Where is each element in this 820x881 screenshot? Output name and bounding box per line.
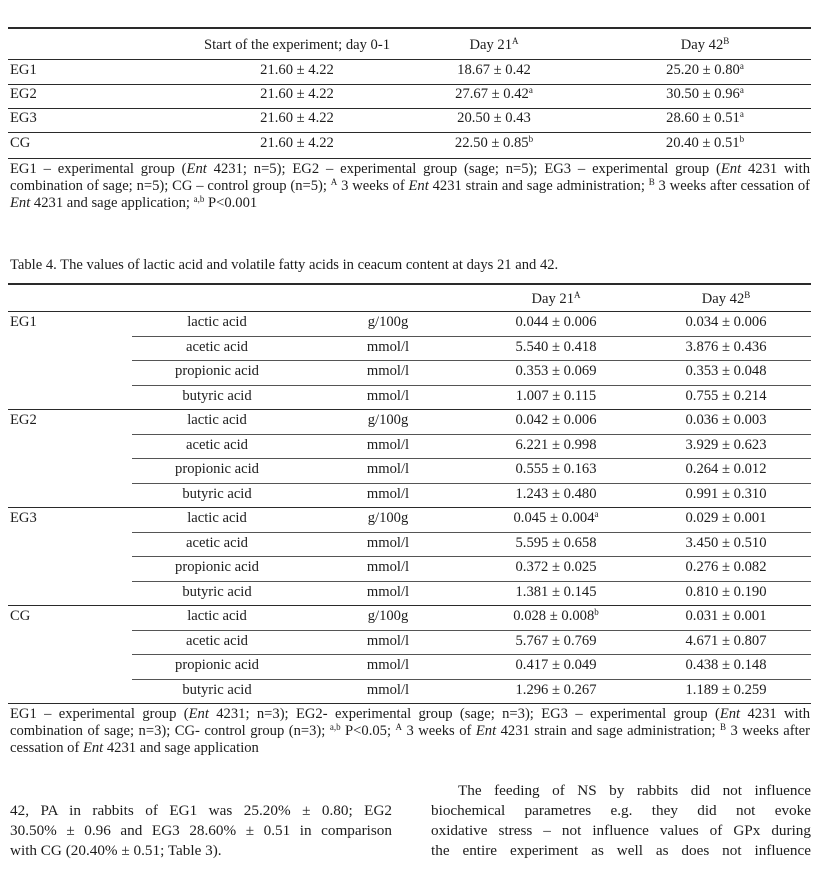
table-4-row-rule bbox=[132, 581, 811, 582]
table-4-cell-day42: 0.264 ± 0.012 bbox=[685, 461, 767, 477]
table-4-cell-acid: lactic acid bbox=[187, 314, 247, 330]
table-3-group-label: CG bbox=[10, 134, 31, 151]
table-4-cell-acid: acetic acid bbox=[186, 436, 248, 453]
table-3-group-label: EG3 bbox=[10, 110, 37, 127]
table-4-cell-acid: lactic acid bbox=[187, 412, 247, 428]
table-4-cell-acid: butyric acid bbox=[182, 485, 252, 502]
table-4-cell-unit: mmol/l bbox=[366, 485, 410, 502]
cell-value: 1.243 ± 0.480 bbox=[515, 485, 597, 502]
cell-value: 6.221 ± 0.998 bbox=[515, 436, 597, 453]
table-3-cell-start: 21.60 ± 4.22 bbox=[260, 86, 334, 103]
table-4-row-rule bbox=[132, 532, 811, 533]
table-4-cell-day42: 0.034 ± 0.006 bbox=[685, 314, 767, 330]
table-3-cell-day42 bbox=[666, 135, 744, 153]
cell-value: 0.353 ± 0.069 bbox=[515, 363, 597, 379]
cell-value: 18.67 ± 0.42 bbox=[457, 62, 531, 78]
table-4-cell-day42: 0.438 ± 0.148 bbox=[685, 657, 767, 673]
table-4-cell-day21 bbox=[516, 437, 597, 455]
table-4-cell-acid: butyric acid bbox=[182, 583, 252, 600]
significance-mark: a bbox=[739, 85, 744, 96]
table-4-cell-acid: lactic acid bbox=[187, 608, 247, 624]
table-4-group-rule bbox=[8, 409, 811, 410]
table-3-footnote: EG1 – experimental group (Ent 4231; n=5); EG2 – experimental group (sage; n=5); EG3 – experimental group (Ent 4231 with combination of sage; n=5); CG – control group (n=5); $^A$ 3 weeks of Ent 4231 strain and sage administration; $^B$ 3 weeks after cessation of Ent 4231 and sage application; $^{a,b}$ P<0.001 bbox=[10, 161, 810, 211]
table-3-group-label: EG1 bbox=[10, 62, 37, 78]
cell-value: 1.381 ± 0.145 bbox=[515, 583, 597, 600]
text-line: with CG (20.40% ± 0.51; Table 3). bbox=[10, 842, 222, 859]
table-4-caption: Table 4. The values of lactic acid and volatile fatty acids in ceacum content at days 21 and 42. bbox=[10, 257, 559, 273]
table-4-cell-unit: mmol/l bbox=[366, 657, 410, 673]
table-4-cell-day21 bbox=[516, 314, 597, 332]
table-4-cell-day42: 0.029 ± 0.001 bbox=[685, 510, 767, 526]
table-3-bottom-rule bbox=[8, 158, 811, 159]
cell-value: 0.372 ± 0.025 bbox=[515, 559, 597, 575]
table-3-header-day21: Day $21^A$ bbox=[469, 36, 519, 53]
cell-value: 5.767 ± 0.769 bbox=[515, 632, 597, 649]
text-line: biochemical parametres e.g. they did not evoke bbox=[431, 802, 811, 819]
table-4-top-rule bbox=[8, 283, 811, 285]
table-4-cell-acid: butyric acid bbox=[182, 681, 252, 698]
table-4-group-rule bbox=[8, 605, 811, 606]
table-4-cell-day21 bbox=[516, 657, 597, 675]
table-4-cell-unit: mmol/l bbox=[366, 534, 410, 551]
table-4-cell-acid: acetic acid bbox=[186, 632, 248, 649]
table-3-cell-day42 bbox=[666, 86, 744, 104]
table-4-row-rule bbox=[132, 483, 811, 484]
table-4-header-day21: Day $21^A$ bbox=[531, 290, 581, 307]
cell-value: 27.67 ± 0.42 bbox=[455, 86, 529, 103]
cell-value: 0.028 ± 0.008 bbox=[513, 608, 595, 624]
table-4-row-rule bbox=[132, 360, 811, 361]
table-4-cell-day42: 0.031 ± 0.001 bbox=[685, 608, 767, 624]
body-text-left-column bbox=[10, 801, 392, 861]
table-3-cell-start: 21.60 ± 4.22 bbox=[260, 134, 334, 151]
table-4-cell-day21 bbox=[516, 535, 597, 553]
table-3-header-rule bbox=[8, 59, 811, 60]
table-4-row-rule bbox=[132, 434, 811, 435]
table-4-cell-acid: propionic acid bbox=[175, 657, 259, 673]
table-4-row-rule bbox=[132, 385, 811, 386]
cell-value: 28.60 ± 0.51 bbox=[666, 110, 740, 127]
significance-mark: a bbox=[528, 85, 533, 96]
table-4-cell-day42: 0.036 ± 0.003 bbox=[685, 412, 767, 428]
table-4-cell-unit: mmol/l bbox=[366, 583, 410, 600]
table-3-row-rule bbox=[8, 108, 811, 109]
table-4-cell-day42: 0.991 ± 0.310 bbox=[685, 485, 767, 502]
table-4-cell-day21 bbox=[514, 510, 599, 528]
significance-mark: b bbox=[528, 133, 534, 144]
table-4-cell-acid: acetic acid bbox=[186, 338, 248, 355]
table-3-cell-start: 21.60 ± 4.22 bbox=[260, 62, 334, 78]
table-4-cell-day42: 3.929 ± 0.623 bbox=[685, 436, 767, 453]
significance-mark: a bbox=[739, 61, 744, 71]
table-4-cell-day42: 4.671 ± 0.807 bbox=[685, 632, 767, 649]
table-4-cell-day21 bbox=[516, 559, 597, 577]
text-line: oxidative stress – not influence values of GPx during bbox=[431, 822, 811, 839]
table-4-cell-unit: mmol/l bbox=[366, 436, 410, 453]
table-4-cell-day21 bbox=[516, 363, 597, 381]
table-4-cell-day21 bbox=[516, 633, 597, 651]
table-4-cell-day21 bbox=[516, 682, 597, 700]
table-4-cell-unit: mmol/l bbox=[366, 461, 410, 477]
table-4-group-label: EG3 bbox=[10, 510, 37, 526]
cell-value: 20.40 ± 0.51 bbox=[665, 134, 740, 151]
cell-value: 0.042 ± 0.006 bbox=[515, 412, 597, 428]
table-4-cell-unit: g/100g bbox=[367, 510, 409, 526]
table-4-cell-day21 bbox=[516, 388, 596, 406]
table-4-row-rule bbox=[132, 458, 811, 459]
table-3-cell-start: 21.60 ± 4.22 bbox=[260, 110, 334, 127]
cell-value: 1.296 ± 0.267 bbox=[515, 681, 597, 698]
table-4-row-rule bbox=[132, 679, 811, 680]
table-4-cell-acid: propionic acid bbox=[175, 559, 259, 575]
table-4-cell-acid: butyric acid bbox=[182, 387, 252, 404]
table-4-cell-day21 bbox=[516, 486, 597, 504]
cell-value: 25.20 ± 0.80 bbox=[666, 62, 740, 78]
text-line: 42, PA in rabbits of EG1 was 25.20% ± 0.80; EG2 bbox=[10, 802, 392, 819]
table-3-cell-day21 bbox=[455, 135, 533, 153]
table-4-cell-unit: mmol/l bbox=[366, 632, 410, 649]
table-4-header-rule bbox=[8, 311, 811, 312]
table-4-cell-unit: mmol/l bbox=[366, 559, 410, 575]
table-4-cell-unit: mmol/l bbox=[366, 681, 410, 698]
table-4-cell-acid: propionic acid bbox=[175, 461, 259, 477]
body-text-right-column bbox=[431, 781, 811, 861]
table-4-cell-unit: mmol/l bbox=[366, 363, 410, 379]
cell-value: 0.555 ± 0.163 bbox=[515, 461, 597, 477]
cell-value: 22.50 ± 0.85 bbox=[454, 134, 529, 151]
cell-value: 0.417 ± 0.049 bbox=[515, 657, 597, 673]
table-4-group-label: EG2 bbox=[10, 412, 37, 428]
table-3-cell-day42 bbox=[666, 110, 744, 128]
table-3-header-day42: Day $42^B$ bbox=[680, 36, 730, 53]
table-3-top-rule bbox=[8, 27, 811, 29]
table-4-group-label: CG bbox=[10, 608, 31, 624]
table-4-cell-day21 bbox=[516, 339, 597, 357]
cell-value: 0.045 ± 0.004 bbox=[513, 510, 595, 526]
table-3-row-rule bbox=[8, 84, 811, 85]
table-4-cell-day42: 3.450 ± 0.510 bbox=[685, 534, 767, 551]
table-4-cell-unit: mmol/l bbox=[366, 338, 410, 355]
table-4-cell-day42: 0.353 ± 0.048 bbox=[685, 363, 767, 379]
table-4-group-label: EG1 bbox=[10, 314, 37, 330]
table-4-cell-acid: acetic acid bbox=[186, 534, 248, 551]
text-line: The feeding of NS by rabbits did not influence bbox=[458, 782, 811, 799]
table-3-cell-day21 bbox=[457, 62, 531, 80]
table-4-cell-unit: g/100g bbox=[367, 608, 409, 624]
table-4-cell-acid: propionic acid bbox=[175, 363, 259, 379]
cell-value: 0.044 ± 0.006 bbox=[515, 314, 597, 330]
table-4-cell-unit: g/100g bbox=[367, 314, 409, 330]
significance-mark: b bbox=[739, 133, 745, 144]
table-3-group-label: EG2 bbox=[10, 86, 37, 103]
cell-value: 5.595 ± 0.658 bbox=[515, 534, 597, 551]
table-4-bottom-rule bbox=[8, 703, 811, 704]
table-3-cell-day42 bbox=[666, 62, 744, 80]
table-4-group-rule bbox=[8, 507, 811, 508]
table-4-cell-unit: mmol/l bbox=[366, 387, 410, 404]
table-4-footnote: EG1 – experimental group (Ent 4231; n=3); EG2- experimental group (sage; n=3); EG3 – experimental group (Ent 4231 with combination of sage; n=3); CG- control group (n=3); $^{a,b}$ P<0.05; $^A$ 3 weeks of Ent 4231 strain and sage administration; $^B$ 3 weeks after cessation of Ent 4231 and sage application bbox=[10, 706, 810, 756]
cell-value: 1.007 ± 0.115 bbox=[515, 387, 597, 404]
table-4-cell-day42: 1.189 ± 0.259 bbox=[685, 681, 767, 698]
significance-mark: a bbox=[739, 109, 744, 120]
significance-mark: a bbox=[594, 509, 599, 519]
table-4-row-rule bbox=[132, 556, 811, 557]
table-4-cell-day42: 0.276 ± 0.082 bbox=[685, 559, 767, 575]
table-3-row-rule bbox=[8, 132, 811, 133]
table-3-cell-day21 bbox=[455, 86, 533, 104]
cell-value: 30.50 ± 0.96 bbox=[666, 86, 740, 103]
cell-value: 20.50 ± 0.43 bbox=[457, 110, 531, 127]
table-4-cell-day21 bbox=[516, 584, 597, 602]
table-4-cell-day21 bbox=[516, 461, 597, 479]
table-4-cell-day42: 3.876 ± 0.436 bbox=[685, 338, 767, 355]
table-4-cell-day42: 0.755 ± 0.214 bbox=[685, 387, 767, 404]
table-3-cell-day21 bbox=[457, 110, 531, 128]
table-4-row-rule bbox=[132, 630, 811, 631]
table-4-row-rule bbox=[132, 654, 811, 655]
table-4-cell-unit: g/100g bbox=[367, 412, 409, 428]
table-4-row-rule bbox=[132, 336, 811, 337]
table-3-header-start: Start of the experiment; day 0-1 bbox=[203, 37, 391, 53]
table-4-cell-day42: 0.810 ± 0.190 bbox=[685, 583, 767, 600]
text-line: 30.50% ± 0.96 and EG3 28.60% ± 0.51 in comparison bbox=[10, 822, 392, 839]
cell-value: 5.540 ± 0.418 bbox=[515, 338, 597, 355]
table-4-cell-day21 bbox=[516, 412, 597, 430]
table-4-header-day42: Day $42^B$ bbox=[701, 290, 751, 307]
significance-mark: b bbox=[594, 607, 599, 617]
table-4-cell-acid: lactic acid bbox=[187, 510, 247, 526]
table-4-cell-day21 bbox=[513, 608, 598, 626]
text-line: the entire experiment as well as does not influence bbox=[431, 842, 811, 859]
